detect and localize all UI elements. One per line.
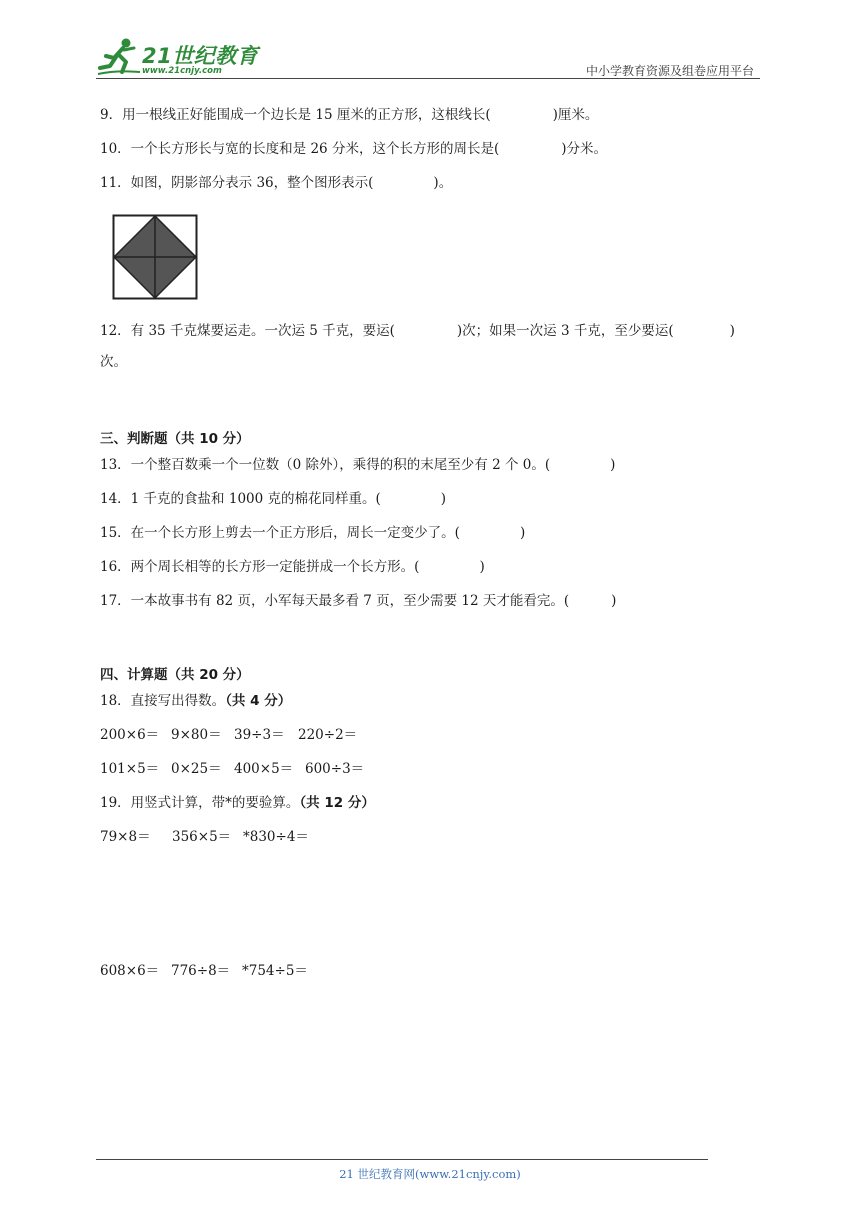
question-12 xyxy=(100,321,735,341)
logo-text: 21世纪教育 xyxy=(142,44,259,68)
calc-item: 0×25＝ xyxy=(171,761,222,777)
paren-close: ) xyxy=(610,457,616,473)
question-14 xyxy=(100,489,446,509)
calc-item: 600÷3＝ xyxy=(305,761,365,777)
runner-logo-icon xyxy=(96,36,142,78)
calc-item: *754÷5＝ xyxy=(242,963,308,979)
site-logo xyxy=(96,36,266,78)
calc-item: *830÷4＝ xyxy=(243,829,309,845)
calc-item: 39÷3＝ xyxy=(234,727,285,743)
calc-item: 79×8＝ xyxy=(100,829,151,845)
question-10-text: 10．一个长方形长与宽的长度和是 26 分米，这个长方形的周长是( xyxy=(100,141,500,157)
question-12-text: 12．有 35 千克煤要运走。一次运 5 千克，要运( xyxy=(100,323,395,339)
question-15-text: 15．在一个长方形上剪去一个正方形后，周长一定变少了。( xyxy=(100,525,460,541)
question-14-text: 14．1 千克的食盐和 1000 克的棉花同样重。( xyxy=(100,491,381,507)
calc-row-4 xyxy=(100,961,308,981)
question-11-text: 11．如图，阴影部分表示 36，整个图形表示( xyxy=(100,175,374,191)
calc-row-3 xyxy=(100,827,309,847)
question-13 xyxy=(100,455,615,475)
paren-close: ) xyxy=(479,559,485,575)
question-13-text: 13．一个整百数乘一个一位数（0 除外），乘得的积的末尾至少有 2 个 0。( xyxy=(100,457,551,473)
question-9-text: 9．用一根线正好能围成一个边长是 15 厘米的正方形，这根线长( xyxy=(100,107,491,123)
calc-item: 608×6＝ xyxy=(100,963,160,979)
question-19 xyxy=(100,793,375,813)
paren-close: ) xyxy=(519,525,526,541)
calc-row-1 xyxy=(100,725,357,745)
calc-item: 101×5＝ xyxy=(100,761,160,777)
footer-link[interactable]: 21 世纪教育网(www.21cnjy.com) xyxy=(339,1167,521,1181)
calc-item: 400×5＝ xyxy=(234,761,294,777)
question-9 xyxy=(100,105,598,125)
section-4-heading: 四、计算题（共 20 分） xyxy=(100,667,250,683)
paren-close: ) xyxy=(440,491,447,507)
calc-item: 9×80＝ xyxy=(171,727,222,743)
question-19-text: 19．用竖式计算，带*的要验算。 xyxy=(100,795,300,811)
header-title: 中小学教育资源及组卷应用平台 xyxy=(585,64,754,78)
question-12-mid: )次；如果一次运 3 千克，至少要运( xyxy=(456,323,674,339)
calc-item: 356×5＝ xyxy=(172,829,232,845)
question-17 xyxy=(100,591,616,611)
question-12-cont: 次。 xyxy=(100,354,127,370)
question-18-points: （共 4 分） xyxy=(225,693,292,709)
question-15 xyxy=(100,523,525,543)
question-19-points: （共 12 分） xyxy=(299,795,375,811)
question-18-text: 18．直接写出得数。 xyxy=(100,693,226,709)
question-12-close: ) xyxy=(729,323,735,339)
question-18 xyxy=(100,691,291,711)
question-10-suffix: )分米。 xyxy=(561,141,607,157)
question-11 xyxy=(100,173,452,193)
section-3-heading: 三、判断题（共 10 分） xyxy=(100,431,250,447)
header-divider xyxy=(96,78,760,79)
paren-close: ) xyxy=(611,593,617,609)
calc-item: 776÷8＝ xyxy=(171,963,231,979)
question-16-text: 16．两个周长相等的长方形一定能拼成一个长方形。( xyxy=(100,559,420,575)
calc-item: 200×6＝ xyxy=(100,727,160,743)
shaded-diamond-figure xyxy=(112,214,198,300)
question-9-suffix: )厘米。 xyxy=(552,107,599,123)
calc-item: 220÷2＝ xyxy=(298,727,358,743)
question-10 xyxy=(100,139,607,159)
question-16 xyxy=(100,557,485,577)
logo-url: www.21cnjy.com xyxy=(142,66,222,76)
footer-divider xyxy=(96,1159,708,1160)
question-11-suffix: )。 xyxy=(433,175,453,191)
question-17-text: 17．一本故事书有 82 页，小军每天最多看 7 页，至少需要 12 天才能看完。( xyxy=(100,593,570,609)
calc-row-2 xyxy=(100,759,364,779)
